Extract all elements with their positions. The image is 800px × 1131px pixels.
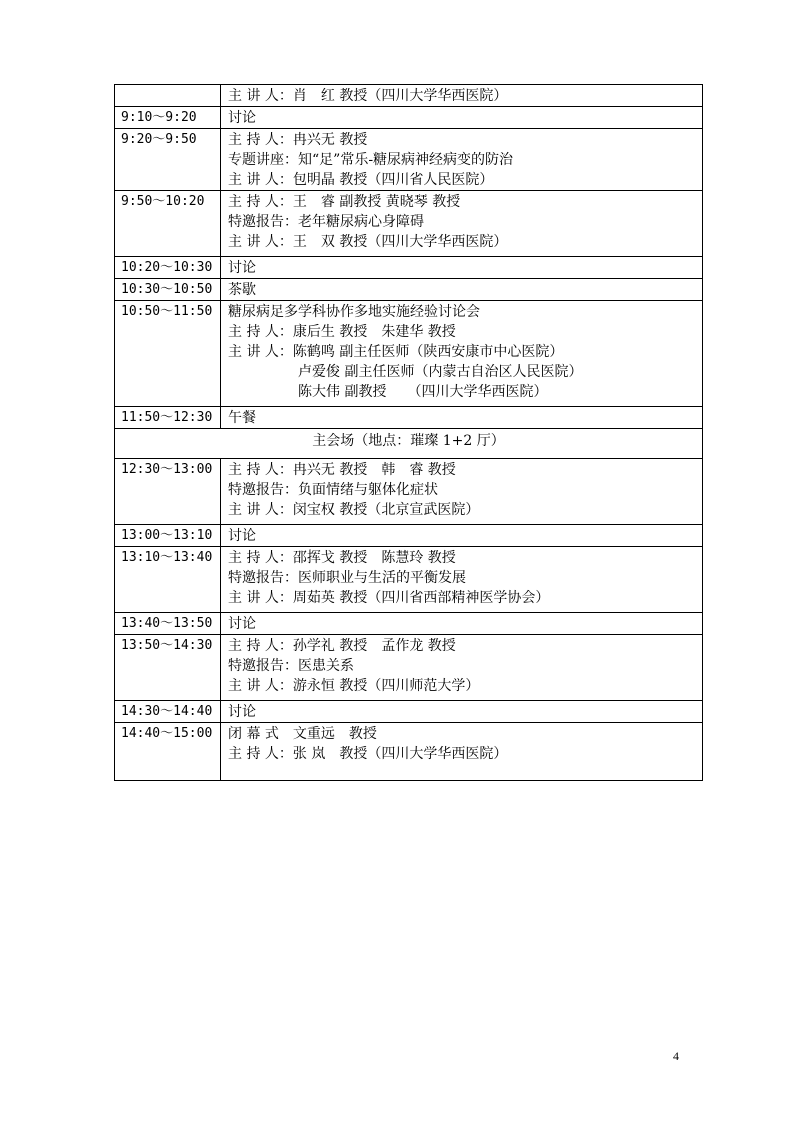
content-line: 主 持 人：王 睿 副教授 黄晓琴 教授 (228, 194, 461, 210)
content-cell (221, 129, 703, 191)
content-cell (221, 547, 703, 613)
content-cell (221, 407, 703, 429)
schedule-row (115, 257, 703, 279)
time-cell: 11:50～12:30 (115, 407, 221, 429)
schedule-row (115, 701, 703, 723)
schedule-row (115, 547, 703, 613)
content-cell (221, 701, 703, 723)
content-cell (221, 723, 703, 781)
content-line: 主 持 人：冉兴无 教授 韩 睿 教授 (228, 462, 456, 478)
schedule-row (115, 525, 703, 547)
content-line: 讨论 (228, 260, 256, 276)
schedule-row (115, 107, 703, 129)
time-cell: 9:50～10:20 (115, 191, 221, 257)
content-line: 主 持 人：张 岚 教授（四川大学华西医院） (228, 746, 508, 762)
content-cell (221, 613, 703, 635)
content-cell (221, 85, 703, 107)
content-line: 讨论 (228, 616, 256, 632)
content-line: 特邀报告：医患关系 (228, 658, 354, 674)
content-cell (221, 279, 703, 301)
content-line: 主 持 人：邵挥戈 教授 陈慧玲 教授 (228, 550, 456, 566)
content-line: 讨论 (228, 528, 256, 544)
section-title: 主会场（地点：璀璨 1+2 厅） (115, 429, 703, 459)
schedule-row (115, 635, 703, 701)
content-cell (221, 257, 703, 279)
content-cell (221, 107, 703, 129)
time-cell: 13:50～14:30 (115, 635, 221, 701)
content-line: 主 持 人：孙学礼 教授 孟作龙 教授 (228, 638, 456, 654)
schedule-row (115, 613, 703, 635)
time-cell: 13:40～13:50 (115, 613, 221, 635)
content-line: 主 讲 人：包明晶 教授（四川省人民医院） (228, 172, 494, 188)
time-cell: 14:30～14:40 (115, 701, 221, 723)
page-number: 4 (673, 1049, 679, 1063)
content-line: 特邀报告：负面情绪与躯体化症状 (228, 482, 438, 498)
section-header-row (115, 429, 703, 459)
content-line: 主 讲 人：游永恒 教授（四川师范大学） (228, 678, 480, 694)
content-line: 主 讲 人：王 双 教授（四川大学华西医院） (228, 234, 508, 250)
time-cell (115, 85, 221, 107)
time-cell: 13:00～13:10 (115, 525, 221, 547)
time-cell: 13:10～13:40 (115, 547, 221, 613)
schedule-row (115, 191, 703, 257)
schedule-row (115, 85, 703, 107)
schedule-body (115, 85, 703, 781)
time-cell: 10:50～11:50 (115, 301, 221, 407)
content-line: 主 讲 人：周茹英 教授（四川省西部精神医学协会） (228, 590, 550, 606)
content-cell (221, 525, 703, 547)
content-line: 主 持 人：康后生 教授 朱建华 教授 (228, 324, 456, 340)
content-line: 闭 幕 式 文重远 教授 (228, 726, 377, 742)
content-line: 特邀报告：老年糖尿病心身障碍 (228, 214, 424, 230)
time-cell: 9:10～9:20 (115, 107, 221, 129)
time-cell: 14:40～15:00 (115, 723, 221, 781)
content-cell (221, 301, 703, 407)
time-cell: 10:20～10:30 (115, 257, 221, 279)
content-line: 讨论 (228, 704, 256, 720)
schedule-row (115, 407, 703, 429)
content-line: 糖尿病足多学科协作多地实施经验讨论会 (228, 304, 480, 320)
time-cell: 12:30～13:00 (115, 459, 221, 525)
schedule-row (115, 301, 703, 407)
schedule-table (114, 84, 703, 781)
content-line: 陈大伟 副教授 （四川大学华西医院） (228, 384, 548, 400)
time-cell: 9:20～9:50 (115, 129, 221, 191)
schedule-row (115, 459, 703, 525)
content-line: 主 持 人：冉兴无 教授 (228, 132, 368, 148)
content-line: 茶歇 (228, 282, 256, 298)
content-line: 专题讲座：知“足”常乐-糖尿病神经病变的防治 (228, 152, 514, 168)
content-line: 主 讲 人：闵宝权 教授（北京宣武医院） (228, 502, 480, 518)
content-line: 讨论 (228, 110, 256, 126)
content-line: 午餐 (228, 410, 256, 426)
content-cell (221, 635, 703, 701)
time-cell: 10:30～10:50 (115, 279, 221, 301)
schedule-row (115, 723, 703, 781)
content-cell (221, 191, 703, 257)
content-line: 卢爱俊 副主任医师（内蒙古自治区人民医院） (228, 364, 583, 380)
content-line: 主 讲 人：陈鹤鸣 副主任医师（陕西安康市中心医院） (228, 344, 564, 360)
content-line: 特邀报告：医师职业与生活的平衡发展 (228, 570, 466, 586)
content-cell (221, 459, 703, 525)
schedule-row (115, 279, 703, 301)
content-line: 主 讲 人：肖 红 教授（四川大学华西医院） (228, 88, 508, 104)
schedule-row (115, 129, 703, 191)
